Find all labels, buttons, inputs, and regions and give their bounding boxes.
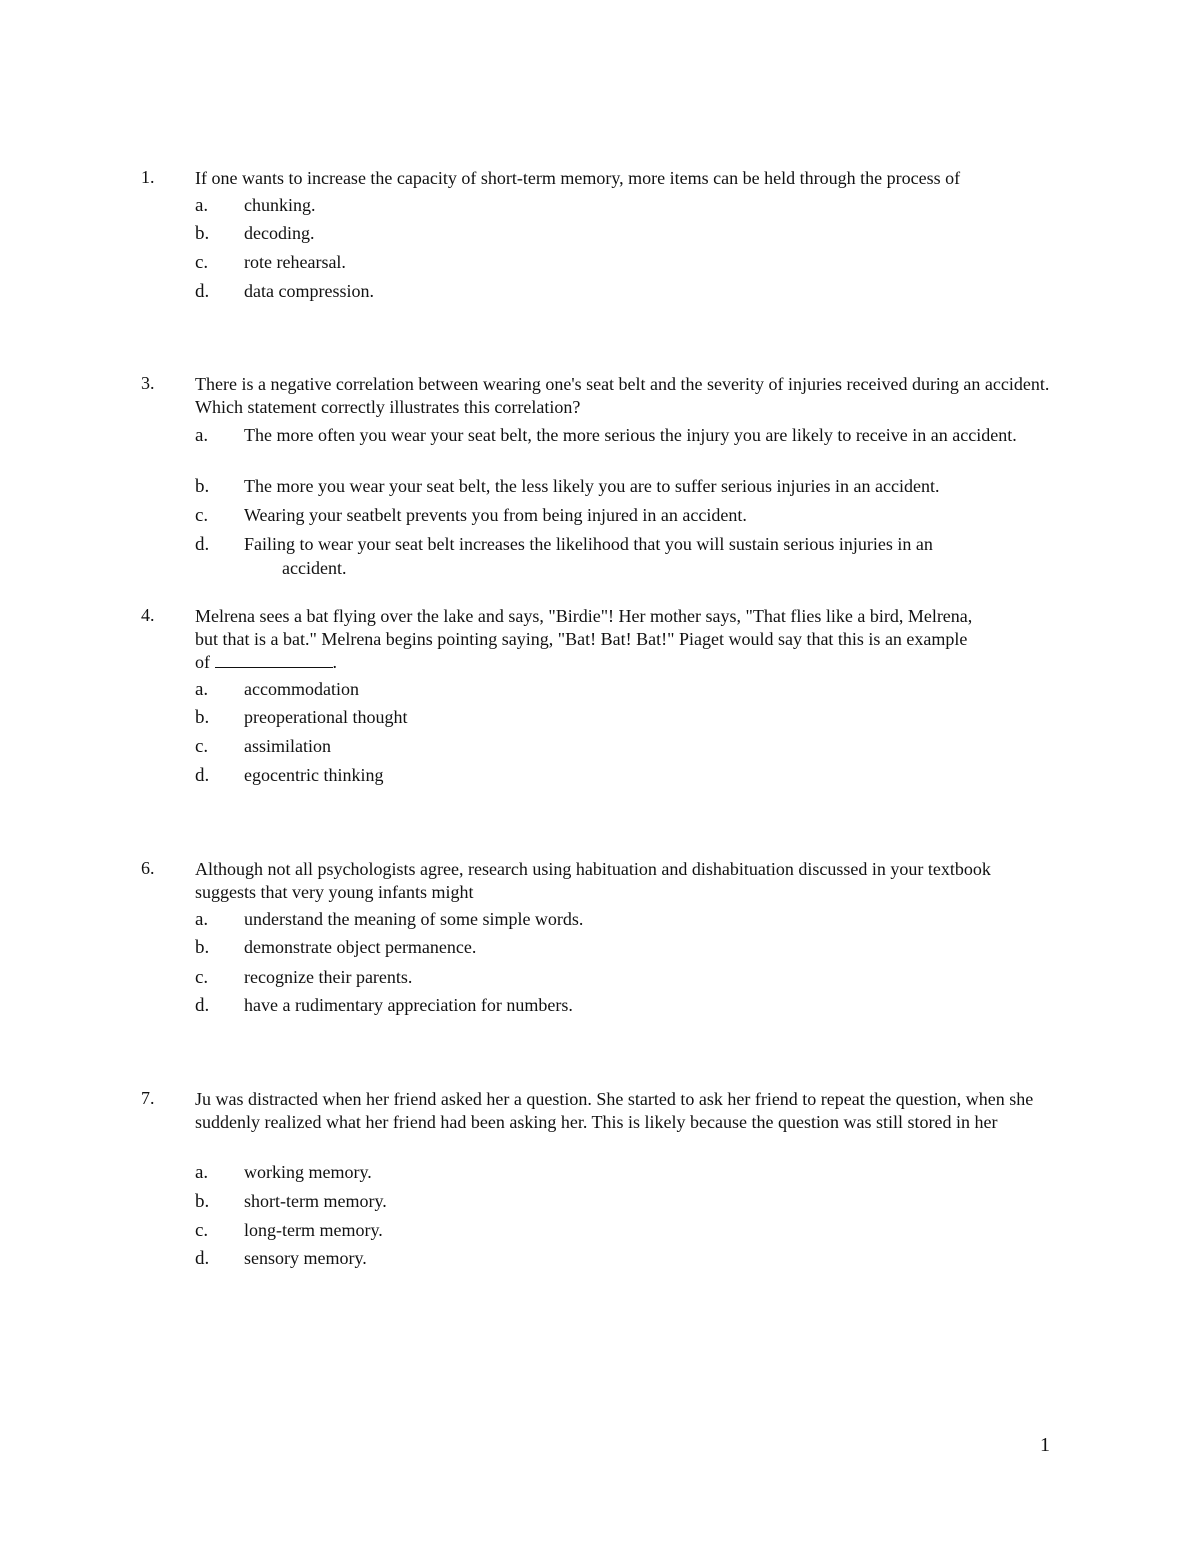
question-text-end: . <box>332 652 337 672</box>
option-b <box>0 222 1200 246</box>
option-c <box>0 1219 1200 1243</box>
option-label: a. <box>195 1162 209 1183</box>
option-text: Wearing your seatbelt prevents you from being injured in an accident. <box>244 505 747 525</box>
option-text: egocentric thinking <box>244 765 384 785</box>
question-text-line-1: Melrena sees a bat flying over the lake and says, "Birdie"! Her mother says, "That flies like a bird, Melrena, <box>195 606 973 626</box>
option-a <box>0 908 1200 932</box>
option-text: recognize their parents. <box>244 967 413 987</box>
option-label: c. <box>195 736 209 757</box>
question-number: 4. <box>141 605 155 625</box>
option-text: data compression. <box>244 281 374 301</box>
option-text: assimilation <box>244 736 331 756</box>
option-d <box>0 533 1200 557</box>
option-text: have a rudimentary appreciation for numbers. <box>244 995 573 1015</box>
option-d-continuation <box>0 557 1200 581</box>
option-label: d. <box>195 995 210 1016</box>
option-text: decoding. <box>244 223 315 243</box>
option-text: The more you wear your seat belt, the less likely you are to suffer serious injuries in an accident. <box>244 476 940 496</box>
option-text: long-term memory. <box>244 1220 383 1240</box>
question-text: Although not all psychologists agree, research using habituation and dishabituation discussed in your textbook suggests that very young infants might <box>195 859 991 902</box>
question-text: There is a negative correlation between wearing one's seat belt and the severity of injuries received during an accident. Which statement correctly illustrates this correlation? <box>195 374 1050 417</box>
option-a <box>0 1161 1200 1185</box>
question-number: 6. <box>141 858 155 878</box>
page-number: 1 <box>1040 1434 1050 1456</box>
option-continuation-text: accident. <box>282 558 347 578</box>
question-number: 1. <box>141 167 155 187</box>
option-text: understand the meaning of some simple words. <box>244 909 584 929</box>
option-a <box>0 424 1200 474</box>
question-number: 7. <box>141 1088 155 1108</box>
option-label: c. <box>195 252 209 273</box>
option-b <box>0 1190 1200 1214</box>
option-b <box>0 706 1200 730</box>
option-label: b. <box>195 937 210 958</box>
option-c <box>0 504 1200 528</box>
question-text: Ju was distracted when her friend asked her a question. She started to ask her friend to repeat the question, when she suddenly realized what her friend had been asking her. This is likely because the question was still stored in her <box>195 1089 1034 1132</box>
option-label: b. <box>195 476 210 497</box>
answer-blank <box>215 651 333 668</box>
option-c <box>0 251 1200 275</box>
question-number: 3. <box>141 373 155 393</box>
option-a <box>0 194 1200 218</box>
option-label: c. <box>195 967 209 988</box>
option-c <box>0 735 1200 759</box>
option-label: d. <box>195 765 210 786</box>
option-label: c. <box>195 1220 209 1241</box>
option-label: b. <box>195 223 210 244</box>
option-label: d. <box>195 534 210 555</box>
option-text: demonstrate object permanence. <box>244 937 477 957</box>
option-text: preoperational thought <box>244 707 408 727</box>
question-text: If one wants to increase the capacity of short-term memory, more items can be held through the process of <box>195 168 961 188</box>
option-text: short-term memory. <box>244 1191 387 1211</box>
option-c <box>0 966 1200 990</box>
option-label: a. <box>195 679 209 700</box>
option-label: b. <box>195 707 210 728</box>
option-label: d. <box>195 1248 210 1269</box>
question-text <box>195 605 1055 674</box>
question-text-line-3 <box>195 651 1055 674</box>
option-text: Failing to wear your seat belt increases the likelihood that you will sustain serious injuries in an <box>244 534 933 554</box>
option-text: The more often you wear your seat belt, the more serious the injury you are likely to receive in an accident. <box>244 425 1017 445</box>
option-d <box>0 1247 1200 1271</box>
question-text-line-2: but that is a bat." Melrena begins pointing saying, "Bat! Bat! Bat!" Piaget would say that this is an example <box>195 629 968 649</box>
option-text: sensory memory. <box>244 1248 367 1268</box>
option-b <box>0 475 1200 499</box>
option-text: working memory. <box>244 1162 372 1182</box>
option-d <box>0 994 1200 1018</box>
question-text-start: of <box>195 652 210 672</box>
option-label: a. <box>195 425 209 446</box>
option-a <box>0 678 1200 702</box>
option-b <box>0 936 1200 960</box>
option-text: rote rehearsal. <box>244 252 346 272</box>
option-label: b. <box>195 1191 210 1212</box>
option-label: a. <box>195 195 209 216</box>
option-text: chunking. <box>244 195 316 215</box>
option-label: d. <box>195 281 210 302</box>
option-text: accommodation <box>244 679 359 699</box>
option-label: c. <box>195 505 209 526</box>
option-label: a. <box>195 909 209 930</box>
option-d <box>0 280 1200 304</box>
option-d <box>0 764 1200 788</box>
